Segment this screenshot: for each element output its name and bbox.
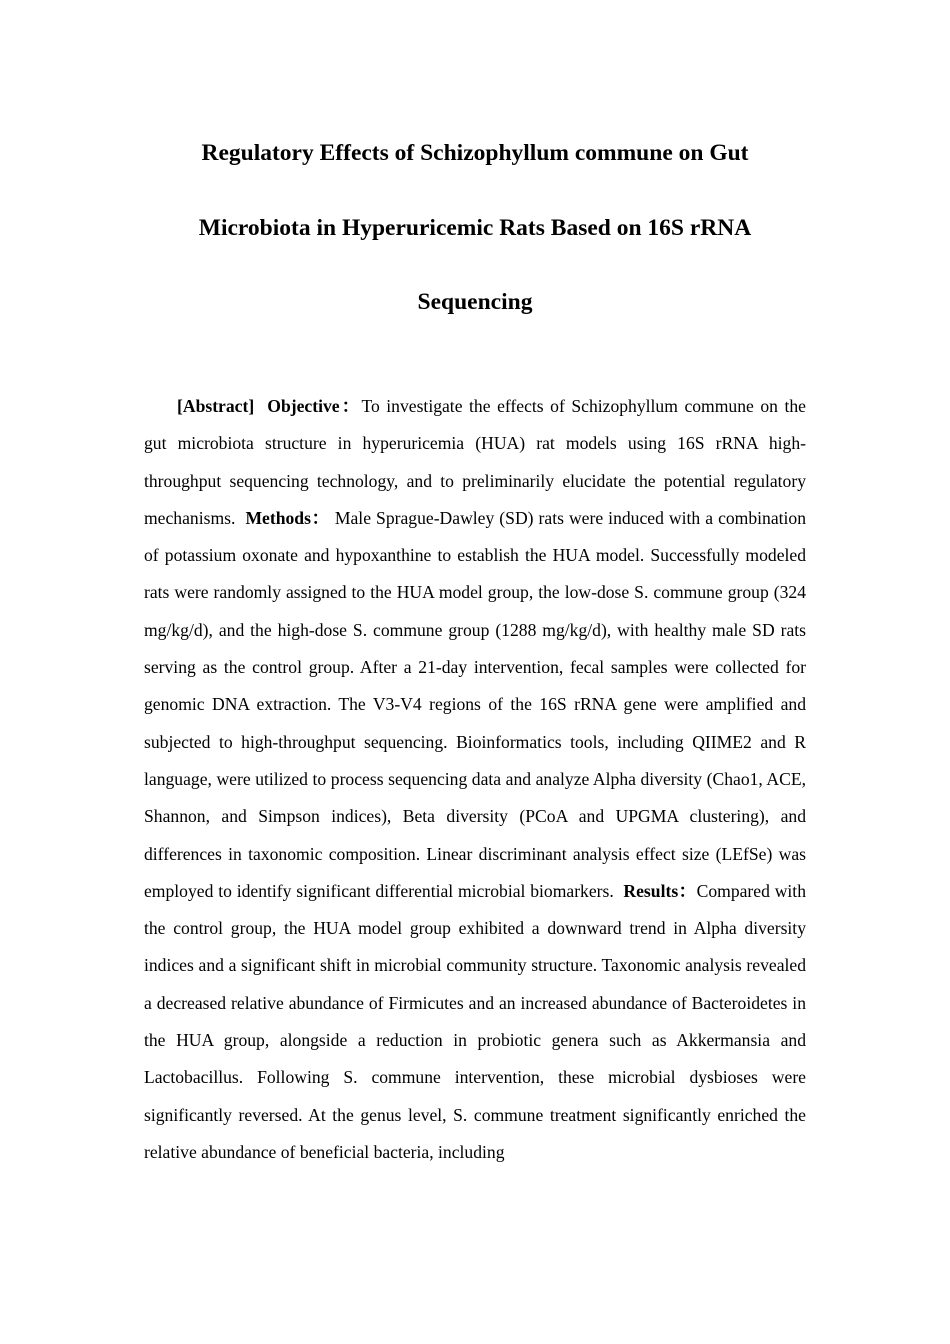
objective-text: To investigate the effects of Schizophyllum commune on the gut microbiota structure in hyperuricemia (HUA) rat models using 16S rRNA high-throughput sequencing technology, and to preliminarily elucidate the potential regulatory mechanisms. — [144, 396, 806, 528]
objective-label: Objective： — [267, 396, 362, 416]
results-text: Compared with the control group, the HUA model group exhibited a downward trend in Alpha diversity indices and a significant shift in microbial community structure. Taxonomic analysis revealed a decreased relative abundance of Firmicutes and an increased abundance of Bacteroidetes in the HUA group, alongside a reduction in probiotic genera such as Akkermansia and Lactobacillus. Following S. commune intervention, these microbial dysbioses were significantly reversed. At the genus level, S. commune treatment significantly enriched the relative abundance of beneficial bacteria, including — [144, 880, 806, 1162]
abstract-paragraph — [144, 388, 806, 1171]
methods-label: Methods： — [245, 507, 330, 528]
methods-text: Male Sprague-Dawley (SD) rats were induced with a combination of potassium oxonate and hypoxanthine to establish the HUA model. Successfully modeled rats were randomly assigned to the HUA model group, the low-dose S. commune group (324 mg/kg/d), and the high-dose S. commune group (1288 mg/kg/d), with healthy male SD rats serving as the control group. After a 21-day intervention, fecal samples were collected for genomic DNA extraction. The V3-V4 regions of the 16S rRNA gene were amplified and subjected to high-throughput sequencing. Bioinformatics tools, including QIIME2 and R language, were utilized to process sequencing data and analyze Alpha diversity (Chao1, ACE, Shannon, and Simpson indices), Beta diversity (PCoA and UPGMA clustering), and differences in taxonomic composition. Linear discriminant analysis effect size (LEfSe) was employed to identify significant differential microbial biomarkers. — [144, 507, 807, 901]
abstract-label: [Abstract] — [177, 396, 255, 416]
paper-title: Regulatory Effects of Schizophyllum commune on Gut Microbiota in Hyperuricemic Rats Based on 16S rRNA Sequencing — [198, 140, 752, 315]
results-label: Results： — [623, 880, 697, 901]
